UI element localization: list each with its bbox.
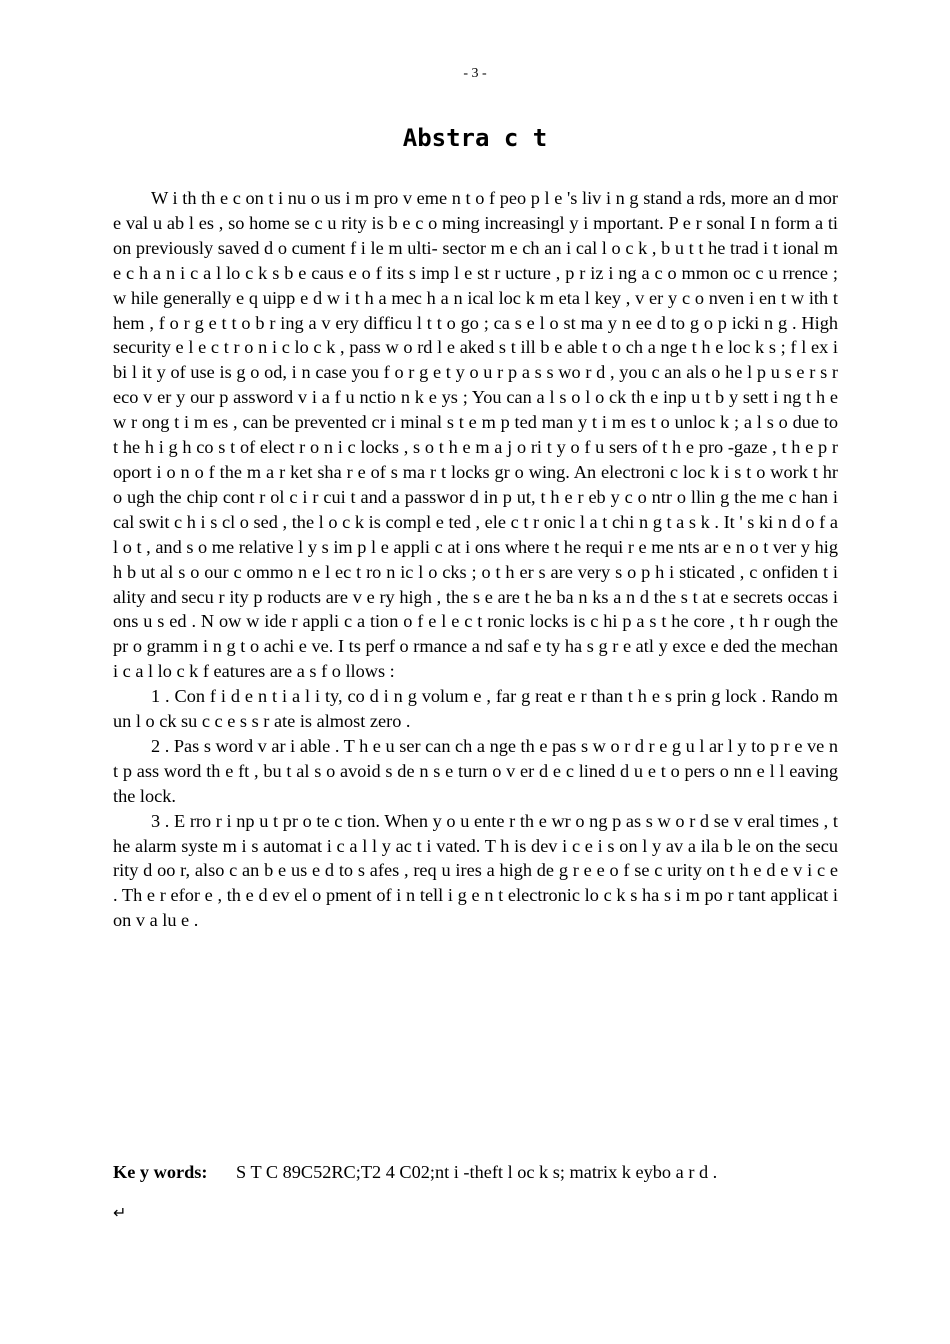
keywords-label: Ke y words: xyxy=(113,1162,208,1182)
keywords-text: S T C 89C52RC;T2 4 C02;nt i -theft l oc k s; matrix k eybo a r d . xyxy=(236,1162,718,1182)
abstract-body xyxy=(113,186,838,933)
abstract-paragraph: W i th th e c on t i nu o us i m pro v eme n t o f peo p l e 's liv i n g stand a rds, more an d mor e val u ab l es , so home se c u rity is b e c o ming increasingl y i mportant. P e r sonal I n form a tion previously saved d o cument f i le m ulti- sector m e ch an i cal l o c k , b u t t he trad i t ional me c h a n i c a l lo c k s b e caus e o f its s imp l e st r ucture , p r iz i ng a c o mmon oc c u rrence ; w hile generally e q uipp e d w i t h a mec h a n ical loc k m eta l key , v er y c o nven i en t w ith them , f o r g e t t o b r ing a v ery difficu l t t o go ; ca s e l o st ma y n ee d to g o p icki n g . High security e l e c t r o n i c lo c k , pass w o rd l e aked s t ill b e able t o ch a nge t h e loc k s ; f l ex i bi l it y of use is g o od, i n case you f o r g e t y o u r p a s s wo r d , you c an als o he l p u s e r s reco v er y our p assword v i a f u nctio n k e ys ; You can a l s o l o ck th e inp u t b y sett i ng t h e w r ong t i m es , can be prevented cr i minal s t e m p ted man y t i m es t o unloc k ; a l s o due to t he h i g h co s t of elect r o n i c locks , s o t h e m a j o ri t y o f u sers of t h e pro -gaze , t h e p roport i o n o f the m a r ket sha r e of s ma r t locks gr o wing. An electroni c loc k i s t o work t hr o ugh the chip cont r ol c i r cui t and a passwor d in p ut, t h e r eb y c o ntr o llin g the me c han i cal swit c h i s cl o sed , the l o c k is compl e ted , ele c t r onic l a t chi n g t a s k . It ' s ki n d o f a l o t , and s o me relative l y s im p l e appli c at i ons where t he requi r e me nts ar e n o t ver y high b ut al s o our c ommo n e l ec t ro n ic l o cks ; o t h er s are very s o p h i sticated , c onfiden t i ality and secu r ity p roducts are v e ry high , the s e are t he ba n ks a n d the s t at e secrets occas i ons u s ed . N ow w ide r appli c a tion o f e l e c t ronic locks is c hi p a s t he core , t h r ough the pr o gramm i n g t o achi e ve. I ts perf o rmance a nd saf e ty ha s g r e atl y exce e ded the mechan i c a l lo c k f eatures are a s f o llows : xyxy=(113,188,838,682)
paragraph-mark-icon: ↵ xyxy=(113,1205,127,1222)
feature-item-confidentiality: 1 . Con f i d e n t i a l i ty, co d i n g volum e , far g reat e r than t h e s prin g lock . Rando m un l o ck su c c e s s r ate is almost zero . xyxy=(113,686,838,732)
feature-item-password-variable: 2 . Pas s word v ar i able . T h e u ser can ch a nge th e pas s w o r d r e g u l ar l y to p r e ve n t p ass word th e ft , bu t al s o avoid s de n s e turn o v er d e c lined d u e t o pers o nn e l l eaving the lock. xyxy=(113,735,838,806)
page-title: Abstra c t xyxy=(402,124,548,152)
keywords-line xyxy=(113,1160,838,1184)
feature-item-error-input-protection: 3 . E rro r i np u t pr o te c tion. When y o u ente r th e wr o ng p as s w o r d se v eral times , the alarm syste m i s automat i c a l l y ac t i vated. T h is dev i c e i s on l y av a ila b le on the security d oo r, also c an b e us e d to s afes , req u ires a high de g r e e o f se c urity on t h e d e v i c e . Th e r efor e , th e d ev el o pment of i n tell i g e n t electronic lo c k s ha s i m po r tant applicat i on v a lu e . xyxy=(113,810,838,931)
page-number: - 3 - xyxy=(463,66,487,81)
